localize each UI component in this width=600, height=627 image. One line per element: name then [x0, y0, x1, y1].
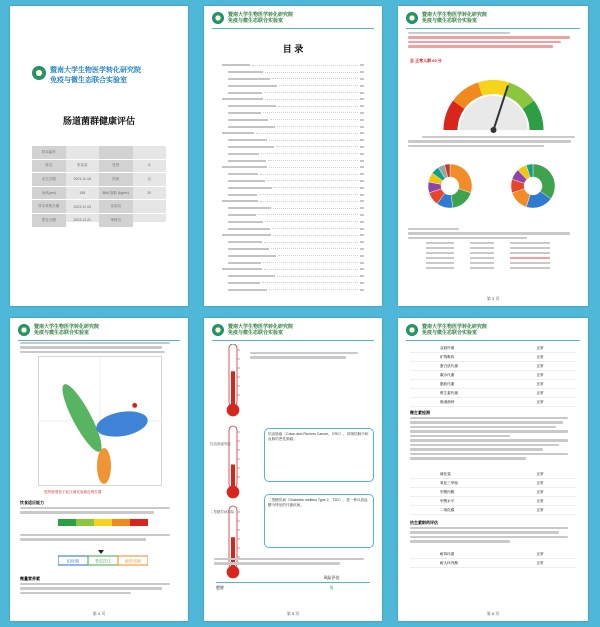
- table-cell: 蛋白质代谢: [440, 364, 458, 368]
- page-number: 第 3 页: [486, 296, 500, 301]
- legend-ruminococcus: 瘤胃球菌: [125, 558, 141, 564]
- cover-info-cell: 2001.11.18: [73, 177, 91, 182]
- table-cell: [410, 353, 440, 361]
- diet-text-2: [20, 534, 178, 543]
- text-line: [410, 540, 510, 542]
- cover-info-cell: 样本采集日期: [32, 200, 66, 213]
- table-row: [408, 262, 578, 264]
- toc-entry[interactable]: [228, 76, 364, 83]
- header-line1: 暨南大学生物医学转化研究院: [422, 324, 488, 330]
- table-cell: 正常: [536, 355, 544, 359]
- table-cell: 肠道菌种: [440, 400, 455, 404]
- toc-entry[interactable]: [228, 252, 364, 259]
- toc-title: 目 录: [282, 44, 304, 54]
- antibiotic-table: [410, 550, 576, 568]
- table-cell: 正常: [536, 481, 544, 485]
- text-line: [214, 558, 364, 560]
- enterotype-text: [20, 342, 178, 355]
- toc-entry[interactable]: [228, 205, 364, 212]
- toc-entry[interactable]: [222, 164, 364, 171]
- cover-info-cell: 2023.12.03: [73, 204, 92, 209]
- table-cell: 正常: [536, 472, 544, 476]
- table-row: [410, 470, 576, 479]
- table-cell: [410, 506, 440, 514]
- text-line: [20, 538, 146, 540]
- cover-info-cell: 姓名: [32, 160, 66, 173]
- cover-info-cell: 汉: [147, 176, 151, 181]
- text-line: [410, 448, 543, 450]
- toc-entry[interactable]: [228, 137, 364, 144]
- toc-entry[interactable]: [228, 150, 364, 157]
- table-row: [410, 488, 576, 497]
- table-cell: 二氧化碳: [440, 508, 455, 512]
- toc-entry[interactable]: [228, 123, 364, 130]
- toc-page: [204, 6, 382, 306]
- lab-logo-icon: [212, 324, 224, 336]
- table-cell: 正常: [536, 364, 544, 368]
- table-cell: 双歧杆菌: [440, 346, 455, 350]
- toc-entry[interactable]: [222, 198, 364, 205]
- diet-scale: [58, 516, 148, 530]
- risk-thermometers: [218, 344, 248, 594]
- text-line: [408, 237, 527, 239]
- text-line: [20, 511, 154, 513]
- toc-entry[interactable]: [228, 225, 364, 232]
- ruminococcus-cluster: [97, 448, 111, 484]
- text-line: [410, 536, 568, 538]
- header-line1: 暨南大学生物医学转化研究院: [422, 12, 488, 18]
- metabolism-page: [398, 318, 588, 621]
- table-row: [408, 242, 578, 244]
- text-line: [408, 140, 571, 142]
- table-row: [410, 479, 576, 488]
- text-line: [20, 342, 170, 344]
- page-header: [18, 324, 180, 341]
- sample-point: [132, 403, 137, 408]
- risk-table-head-0: [216, 575, 293, 581]
- cover-info-cell: 张某某: [77, 163, 88, 168]
- table-row: [410, 362, 576, 371]
- lab-logo-icon: [212, 12, 224, 24]
- intro-line: [408, 32, 510, 34]
- enterotype-caption: 您的肠型处于此区域代表最近的位置: [44, 490, 102, 494]
- risk-text-2: [214, 558, 372, 567]
- toc-entry[interactable]: [228, 171, 364, 178]
- gauge-hub: [491, 127, 497, 133]
- page-header: [212, 12, 374, 29]
- table-row: [408, 257, 578, 259]
- lab-logo-icon: [406, 12, 418, 24]
- table-cell: 硫化氢: [440, 472, 451, 476]
- text-line: [410, 417, 568, 419]
- page-number: 第 5 页: [286, 611, 300, 616]
- text-line: [250, 352, 358, 354]
- table-cell: 耐大环内酯: [440, 561, 458, 565]
- table-cell: 维生素代谢: [440, 391, 458, 395]
- cover-info-cell: 20: [147, 191, 152, 196]
- toc-entry[interactable]: [228, 103, 364, 110]
- table-cell: [410, 559, 440, 567]
- table-cell: [410, 362, 440, 370]
- cover-info-row: [32, 214, 166, 228]
- header-line1: 暨南大学生物医学转化研究院: [34, 324, 100, 330]
- thermometer-fill: [231, 371, 235, 406]
- legend-bacteroides: 拟杆菌: [67, 558, 79, 564]
- enterotype-page: [10, 318, 188, 621]
- cover-info-cell: BMI 指数 (kg/m²): [99, 187, 133, 200]
- cover-info-cell: 报告日期: [32, 214, 66, 227]
- lab-logo-icon: [406, 324, 418, 336]
- table-cell: 正常: [536, 499, 544, 503]
- table-cell: [410, 550, 440, 558]
- crc-info-box: 结直肠癌（Colon and Rectum Cancer，CRC），即指结肠中和直肠的恶性肿瘤。: [264, 428, 374, 482]
- table-cell: 正常: [536, 561, 544, 565]
- toc-entry[interactable]: [222, 232, 364, 239]
- cover-info-cell: 审核员: [99, 214, 133, 227]
- text-line: [410, 430, 568, 432]
- thermometer-fill: [231, 464, 235, 488]
- toc-entry[interactable]: [228, 212, 364, 219]
- text-line: [20, 351, 165, 353]
- micronutrient-text: [20, 583, 178, 596]
- toc-entry[interactable]: [228, 82, 364, 89]
- intro-line: [408, 36, 570, 38]
- table-cell: 正常: [536, 508, 544, 512]
- table-row: [410, 497, 576, 506]
- text-line: [20, 583, 170, 585]
- page-header: [406, 324, 580, 341]
- table-cell: [410, 479, 440, 487]
- gauge-chart: [436, 68, 551, 138]
- section-title-micronutrient: 微量营养素: [20, 576, 40, 581]
- text-line: [20, 587, 162, 589]
- cover-info-table: [32, 146, 166, 222]
- table-cell: [410, 380, 440, 388]
- table-row: [410, 353, 576, 362]
- cover-info-row: [32, 200, 166, 214]
- table-row: [410, 371, 576, 380]
- diet-text: [20, 507, 178, 516]
- cover-info-cell: 实验员: [99, 200, 133, 213]
- table-cell: 甲醛水平: [440, 499, 455, 503]
- function-table: [410, 344, 576, 407]
- thermometer-bulb: [227, 486, 239, 498]
- section-title-diet: 饮食适应能力: [20, 500, 44, 505]
- risk-table-head-1: 风险评估: [323, 575, 340, 580]
- gauge-text: [408, 136, 578, 149]
- toc-entry[interactable]: [228, 89, 364, 96]
- toc-entry[interactable]: [222, 62, 364, 69]
- pie-slice: [450, 164, 472, 193]
- table-cell: [410, 344, 440, 352]
- text-line: [410, 439, 568, 441]
- score-label: 总 正常人群 60 分: [410, 58, 442, 63]
- header-line2: 免疫与微生态联合实验室: [228, 330, 284, 336]
- page-header: [406, 12, 580, 29]
- table-row: [410, 559, 576, 568]
- toc-entry[interactable]: [228, 69, 364, 76]
- toc-entry[interactable]: [222, 96, 364, 103]
- text-line: [410, 444, 559, 446]
- table-cell: [410, 398, 440, 406]
- pie-slice: [451, 189, 471, 208]
- table-row: [408, 267, 578, 269]
- text-line: [410, 527, 568, 529]
- header-line1: 暨南大学生物医学转化研究院: [228, 324, 294, 330]
- table-cell: 正常: [536, 346, 544, 350]
- table-row: [410, 506, 576, 515]
- table-cell: [410, 488, 440, 496]
- page-header: [212, 324, 374, 341]
- text-line: [20, 592, 131, 594]
- t2d-info-box: 二型糖尿病（Diabetes mellitus Type 2，T2D），是一种以高血糖为特征的代谢疾病。: [264, 494, 374, 548]
- label-t2d-risk: 二型糖尿病风险: [210, 510, 235, 514]
- cover-info-cell: 158: [79, 191, 86, 196]
- text-line: [408, 232, 570, 234]
- intro-line: [408, 41, 561, 43]
- toc-entry[interactable]: [228, 259, 364, 266]
- page-number: 第 4 页: [92, 611, 106, 616]
- cover-info-cell: 2023.12.21: [73, 218, 92, 223]
- enterotype-legend: [58, 550, 148, 572]
- table-cell: [410, 497, 440, 505]
- text-line: [410, 531, 559, 533]
- cover-info-cell: 女: [147, 163, 151, 168]
- lab-logo-icon: [32, 66, 46, 80]
- table-row: [410, 389, 576, 398]
- table-cell: 正常: [536, 382, 544, 386]
- header-line2: 免疫与微生态联合实验室: [422, 330, 478, 336]
- table-cell: 正常: [536, 400, 544, 404]
- cover-info-row: [32, 160, 166, 174]
- cover-info-row: [32, 173, 166, 187]
- header-line2: 免疫与微生态联合实验室: [422, 18, 478, 24]
- text-line: [422, 136, 575, 138]
- table-row: [410, 344, 576, 353]
- header-line1: 暨南大学生物医学转化研究院: [228, 12, 294, 18]
- cover-info-cell: 性别: [99, 160, 133, 173]
- gauge-segment: [478, 80, 509, 96]
- toc-list: [222, 62, 364, 293]
- toc-entry[interactable]: [228, 144, 364, 151]
- toc-entry[interactable]: [228, 239, 364, 246]
- cover-info-cell: 民族: [99, 173, 133, 186]
- text-line: [410, 457, 526, 459]
- cover-page: [10, 6, 188, 306]
- table-row: [408, 252, 578, 254]
- text-line: [214, 562, 340, 564]
- page-number: 第 6 页: [486, 611, 500, 616]
- text-line: [20, 507, 170, 509]
- table-cell: 正常: [536, 391, 544, 395]
- text-line: [250, 356, 346, 358]
- gauge-page: [398, 6, 588, 306]
- toc-entry[interactable]: [228, 273, 364, 280]
- text-line: [410, 453, 568, 455]
- cover-info-cell: 身高(cm): [32, 187, 66, 200]
- cover-info-row: [32, 146, 166, 160]
- toc-entry[interactable]: [222, 130, 364, 137]
- toc-entry[interactable]: [222, 266, 364, 273]
- metabolite-text: [410, 417, 576, 462]
- risk-table-cell: 肥胖: [216, 585, 224, 590]
- table-cell: 耐四环素: [440, 552, 455, 556]
- table-cell: 正常: [536, 373, 544, 377]
- disease-risk-page: [204, 318, 382, 621]
- cover-info-cell: [99, 146, 133, 159]
- thermometer-bulb: [227, 404, 239, 416]
- metabolite-table: [410, 470, 576, 515]
- toc-entry[interactable]: [228, 280, 364, 287]
- toc-entry[interactable]: [228, 246, 364, 253]
- table-cell: 正常: [536, 490, 544, 494]
- toc-entry[interactable]: [228, 157, 364, 164]
- table-cell: 正常: [536, 552, 544, 556]
- table-row: [408, 247, 578, 249]
- table-cell: [410, 470, 440, 478]
- table-cell: 矿物吸收: [440, 355, 455, 359]
- table-cell: 脂肪代谢: [440, 382, 455, 386]
- text-line: [408, 145, 544, 147]
- enterotype-scatter: [38, 356, 162, 486]
- toc-entry[interactable]: [228, 184, 364, 191]
- toc-entry[interactable]: [228, 286, 364, 293]
- cover-lab-line2: 免疫与微生态联合实验室: [50, 77, 127, 84]
- diversity-section: [408, 228, 578, 272]
- toc-entry[interactable]: [228, 116, 364, 123]
- table-row: [410, 380, 576, 389]
- intro-text: [408, 32, 578, 50]
- section-title-antibiotic: 抗生素耐药评估: [410, 520, 438, 525]
- risk-text-1: [250, 352, 370, 361]
- pie-slice: [533, 164, 555, 199]
- toc-entry[interactable]: [228, 191, 364, 198]
- table-cell: [410, 371, 440, 379]
- header-line2: 免疫与微生态联合实验室: [228, 18, 284, 24]
- risk-table: [216, 574, 370, 593]
- intro-line: [408, 45, 553, 47]
- cover-info-row: [32, 187, 166, 201]
- table-row: [410, 398, 576, 407]
- section-title-metabolite: 微生素检测: [410, 410, 430, 415]
- text-line: [410, 435, 510, 437]
- cover-info-cell: 出生日期: [32, 173, 66, 186]
- cover-title: 肠道菌群健康评估: [62, 116, 135, 126]
- table-cell: 氧化三甲胺: [440, 481, 458, 485]
- legend-prevotella: 普雷沃氏: [95, 558, 111, 564]
- toc-entry[interactable]: [228, 110, 364, 117]
- label-crc-risk: 结直肠癌风险: [210, 442, 231, 446]
- toc-entry[interactable]: [228, 218, 364, 225]
- cover-info-cell: 样本编号: [32, 146, 66, 159]
- pie-charts: [408, 154, 578, 219]
- text-line: [20, 346, 162, 348]
- table-row: [410, 550, 576, 559]
- table-cell: [410, 389, 440, 397]
- toc-entry[interactable]: [228, 178, 364, 185]
- header-line2: 免疫与微生态联合实验室: [34, 330, 90, 336]
- table-cell: 甲醛丙酸: [440, 490, 455, 494]
- text-line: [20, 534, 170, 536]
- antibiotic-text: [410, 527, 576, 545]
- text-line: [410, 421, 563, 423]
- risk-table-cell: 低: [329, 585, 334, 590]
- table-cell: 碳水代谢: [440, 373, 455, 377]
- text-line: [408, 228, 459, 230]
- text-line: [410, 426, 556, 428]
- lab-logo-icon: [18, 324, 30, 336]
- cover-lab-line1: 暨南大学生物医学转化研究院: [50, 67, 141, 74]
